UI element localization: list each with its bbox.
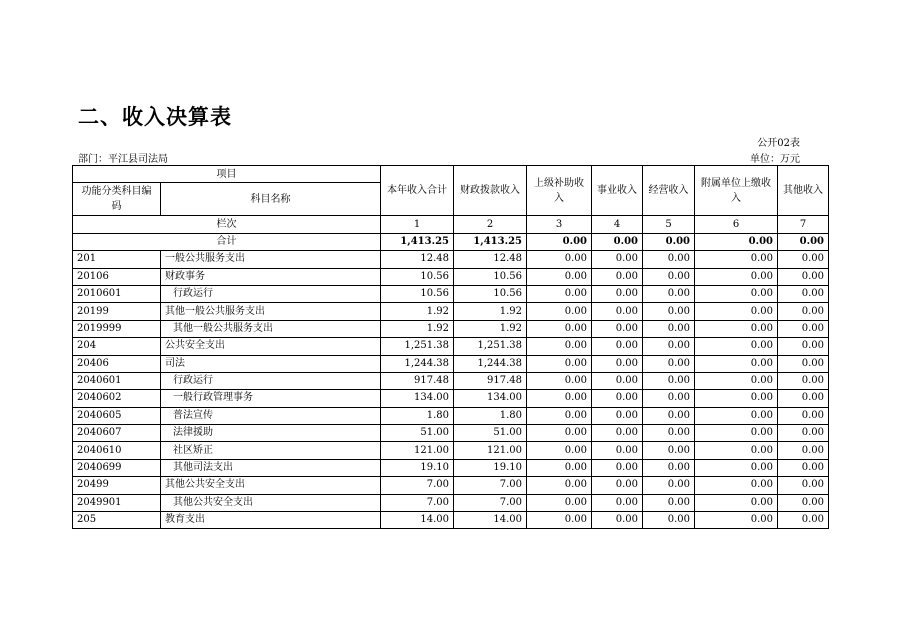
table-row [73, 512, 829, 529]
row-name: 其他一般公共服务支出 [161, 303, 381, 320]
row-value: 0.00 [592, 512, 643, 529]
row-code: 2010601 [73, 285, 161, 302]
row-value: 0.00 [643, 425, 695, 442]
row-value: 134.00 [381, 390, 454, 407]
row-value: 0.00 [778, 459, 829, 476]
row-value: 0.00 [527, 407, 592, 424]
row-value: 0.00 [592, 442, 643, 459]
row-value: 134.00 [454, 390, 527, 407]
column-number: 2 [454, 216, 527, 233]
row-name: 普法宣传 [161, 407, 381, 424]
row-value: 0.00 [778, 494, 829, 511]
row-value: 0.00 [695, 303, 778, 320]
row-value: 0.00 [695, 390, 778, 407]
row-name: 其他司法支出 [161, 459, 381, 476]
form-number: 公开02表 [757, 138, 800, 149]
row-name: 社区矫正 [161, 442, 381, 459]
header-affiliated: 附属单位上缴收入 [695, 166, 778, 216]
row-value: 0.00 [778, 407, 829, 424]
row-value: 0.00 [592, 320, 643, 337]
header-fiscal: 财政拨款收入 [454, 166, 527, 216]
row-code: 20106 [73, 268, 161, 285]
row-value: 7.00 [381, 494, 454, 511]
row-value: 0.00 [592, 251, 643, 268]
row-value: 10.56 [381, 285, 454, 302]
header-business: 事业收入 [592, 166, 643, 216]
total-value: 0.00 [643, 233, 695, 250]
table-row [73, 355, 829, 372]
row-value: 0.00 [643, 512, 695, 529]
row-value: 14.00 [454, 512, 527, 529]
row-name: 司法 [161, 355, 381, 372]
row-value: 0.00 [778, 320, 829, 337]
row-value: 0.00 [695, 251, 778, 268]
row-value: 0.00 [592, 268, 643, 285]
row-code: 2040601 [73, 372, 161, 389]
row-value: 10.56 [381, 268, 454, 285]
row-value: 0.00 [643, 442, 695, 459]
table-row [73, 477, 829, 494]
row-value: 917.48 [381, 372, 454, 389]
row-name: 教育支出 [161, 512, 381, 529]
row-value: 1.80 [454, 407, 527, 424]
header-project: 项目 [73, 166, 381, 183]
column-number-label: 栏次 [73, 216, 381, 233]
row-value: 917.48 [454, 372, 527, 389]
row-value: 0.00 [527, 390, 592, 407]
row-value: 0.00 [643, 459, 695, 476]
row-code: 2019999 [73, 320, 161, 337]
row-value: 12.48 [454, 251, 527, 268]
row-value: 0.00 [643, 477, 695, 494]
row-code: 201 [73, 251, 161, 268]
column-number: 4 [592, 216, 643, 233]
row-value: 121.00 [381, 442, 454, 459]
row-value: 51.00 [454, 425, 527, 442]
row-value: 1,244.38 [454, 355, 527, 372]
table-row [73, 285, 829, 302]
header-name: 科目名称 [161, 183, 381, 216]
row-value: 0.00 [695, 372, 778, 389]
table-row [73, 442, 829, 459]
row-code: 204 [73, 338, 161, 355]
row-value: 10.56 [454, 285, 527, 302]
row-code: 2040607 [73, 425, 161, 442]
row-value: 1,251.38 [381, 338, 454, 355]
row-value: 0.00 [527, 459, 592, 476]
row-value: 1,251.38 [454, 338, 527, 355]
row-value: 1.92 [381, 303, 454, 320]
row-code: 2040602 [73, 390, 161, 407]
row-name: 行政运行 [161, 372, 381, 389]
row-value: 0.00 [592, 477, 643, 494]
row-value: 7.00 [454, 494, 527, 511]
row-value: 10.56 [454, 268, 527, 285]
row-value: 0.00 [643, 268, 695, 285]
row-value: 19.10 [454, 459, 527, 476]
row-value: 0.00 [592, 372, 643, 389]
row-value: 0.00 [527, 303, 592, 320]
table-row [73, 303, 829, 320]
row-value: 0.00 [527, 425, 592, 442]
table-row [73, 425, 829, 442]
header-superior: 上级补助收入 [527, 166, 592, 216]
row-value: 0.00 [778, 425, 829, 442]
table-row [73, 407, 829, 424]
row-code: 2040610 [73, 442, 161, 459]
row-value: 0.00 [695, 425, 778, 442]
row-code: 2049901 [73, 494, 161, 511]
row-value: 1.80 [381, 407, 454, 424]
row-value: 0.00 [592, 303, 643, 320]
row-value: 0.00 [778, 268, 829, 285]
row-value: 0.00 [527, 285, 592, 302]
table-row [73, 251, 829, 268]
row-code: 2040605 [73, 407, 161, 424]
row-value: 0.00 [778, 372, 829, 389]
total-row [73, 233, 829, 250]
row-value: 0.00 [527, 268, 592, 285]
table-row [73, 459, 829, 476]
row-value: 0.00 [695, 407, 778, 424]
row-value: 12.48 [381, 251, 454, 268]
row-value: 0.00 [695, 355, 778, 372]
table-row [73, 372, 829, 389]
row-value: 1.92 [454, 320, 527, 337]
table-row [73, 338, 829, 355]
row-value: 0.00 [592, 407, 643, 424]
column-number: 1 [381, 216, 454, 233]
row-value: 0.00 [778, 338, 829, 355]
row-value: 0.00 [592, 285, 643, 302]
row-name: 行政运行 [161, 285, 381, 302]
row-value: 0.00 [695, 477, 778, 494]
header-row [73, 166, 829, 183]
row-value: 0.00 [695, 285, 778, 302]
department-label: 部门：平江县司法局 [78, 154, 168, 165]
row-value: 0.00 [643, 494, 695, 511]
row-value: 0.00 [778, 512, 829, 529]
row-value: 0.00 [778, 355, 829, 372]
total-label: 合计 [73, 233, 381, 250]
header-total: 本年收入合计 [381, 166, 454, 216]
row-value: 14.00 [381, 512, 454, 529]
row-value: 0.00 [695, 512, 778, 529]
row-value: 1.92 [381, 320, 454, 337]
row-value: 0.00 [527, 320, 592, 337]
row-name: 其他公共安全支出 [161, 477, 381, 494]
row-value: 0.00 [592, 355, 643, 372]
page-title: 二、收入决算表 [78, 105, 232, 129]
row-name: 一般公共服务支出 [161, 251, 381, 268]
row-value: 0.00 [643, 320, 695, 337]
row-value: 0.00 [643, 355, 695, 372]
total-value: 1,413.25 [454, 233, 527, 250]
header-operating: 经营收入 [643, 166, 695, 216]
row-value: 0.00 [527, 372, 592, 389]
row-value: 0.00 [527, 355, 592, 372]
row-value: 0.00 [778, 442, 829, 459]
row-value: 0.00 [592, 494, 643, 511]
table-row [73, 268, 829, 285]
row-value: 121.00 [454, 442, 527, 459]
row-value: 0.00 [643, 407, 695, 424]
row-name: 其他公共安全支出 [161, 494, 381, 511]
table-row [73, 320, 829, 337]
total-value: 1,413.25 [381, 233, 454, 250]
row-value: 0.00 [643, 285, 695, 302]
row-code: 20499 [73, 477, 161, 494]
row-value: 0.00 [527, 442, 592, 459]
row-code: 20199 [73, 303, 161, 320]
row-value: 7.00 [454, 477, 527, 494]
row-name: 其他一般公共服务支出 [161, 320, 381, 337]
row-value: 0.00 [695, 268, 778, 285]
unit-label: 单位：万元 [750, 154, 800, 165]
column-number: 5 [643, 216, 695, 233]
row-name: 财政事务 [161, 268, 381, 285]
row-value: 0.00 [695, 459, 778, 476]
row-value: 0.00 [643, 390, 695, 407]
row-code: 2040699 [73, 459, 161, 476]
row-value: 0.00 [643, 303, 695, 320]
row-name: 公共安全支出 [161, 338, 381, 355]
row-value: 0.00 [695, 338, 778, 355]
row-value: 0.00 [643, 372, 695, 389]
column-number-row [73, 216, 829, 233]
row-value: 0.00 [778, 390, 829, 407]
row-name: 一般行政管理事务 [161, 390, 381, 407]
row-value: 19.10 [381, 459, 454, 476]
column-number: 3 [527, 216, 592, 233]
row-value: 0.00 [527, 512, 592, 529]
income-table [72, 165, 829, 529]
row-value: 0.00 [695, 320, 778, 337]
column-number: 6 [695, 216, 778, 233]
column-number: 7 [778, 216, 829, 233]
row-value: 0.00 [527, 477, 592, 494]
row-value: 0.00 [527, 494, 592, 511]
row-code: 205 [73, 512, 161, 529]
table-row [73, 390, 829, 407]
row-name: 法律援助 [161, 425, 381, 442]
row-value: 0.00 [695, 494, 778, 511]
row-value: 0.00 [527, 251, 592, 268]
row-value: 1.92 [454, 303, 527, 320]
row-value: 0.00 [643, 251, 695, 268]
row-code: 20406 [73, 355, 161, 372]
total-value: 0.00 [778, 233, 829, 250]
row-value: 51.00 [381, 425, 454, 442]
row-value: 0.00 [643, 338, 695, 355]
row-value: 0.00 [695, 442, 778, 459]
total-value: 0.00 [695, 233, 778, 250]
header-code: 功能分类科目编码 [73, 183, 161, 216]
row-value: 0.00 [527, 338, 592, 355]
total-value: 0.00 [527, 233, 592, 250]
row-value: 0.00 [592, 459, 643, 476]
row-value: 0.00 [592, 425, 643, 442]
row-value: 0.00 [778, 285, 829, 302]
row-value: 0.00 [778, 477, 829, 494]
header-other: 其他收入 [778, 166, 829, 216]
row-value: 1,244.38 [381, 355, 454, 372]
total-value: 0.00 [592, 233, 643, 250]
row-value: 0.00 [778, 251, 829, 268]
row-value: 0.00 [592, 390, 643, 407]
row-value: 0.00 [778, 303, 829, 320]
row-value: 7.00 [381, 477, 454, 494]
row-value: 0.00 [592, 338, 643, 355]
table-row [73, 494, 829, 511]
